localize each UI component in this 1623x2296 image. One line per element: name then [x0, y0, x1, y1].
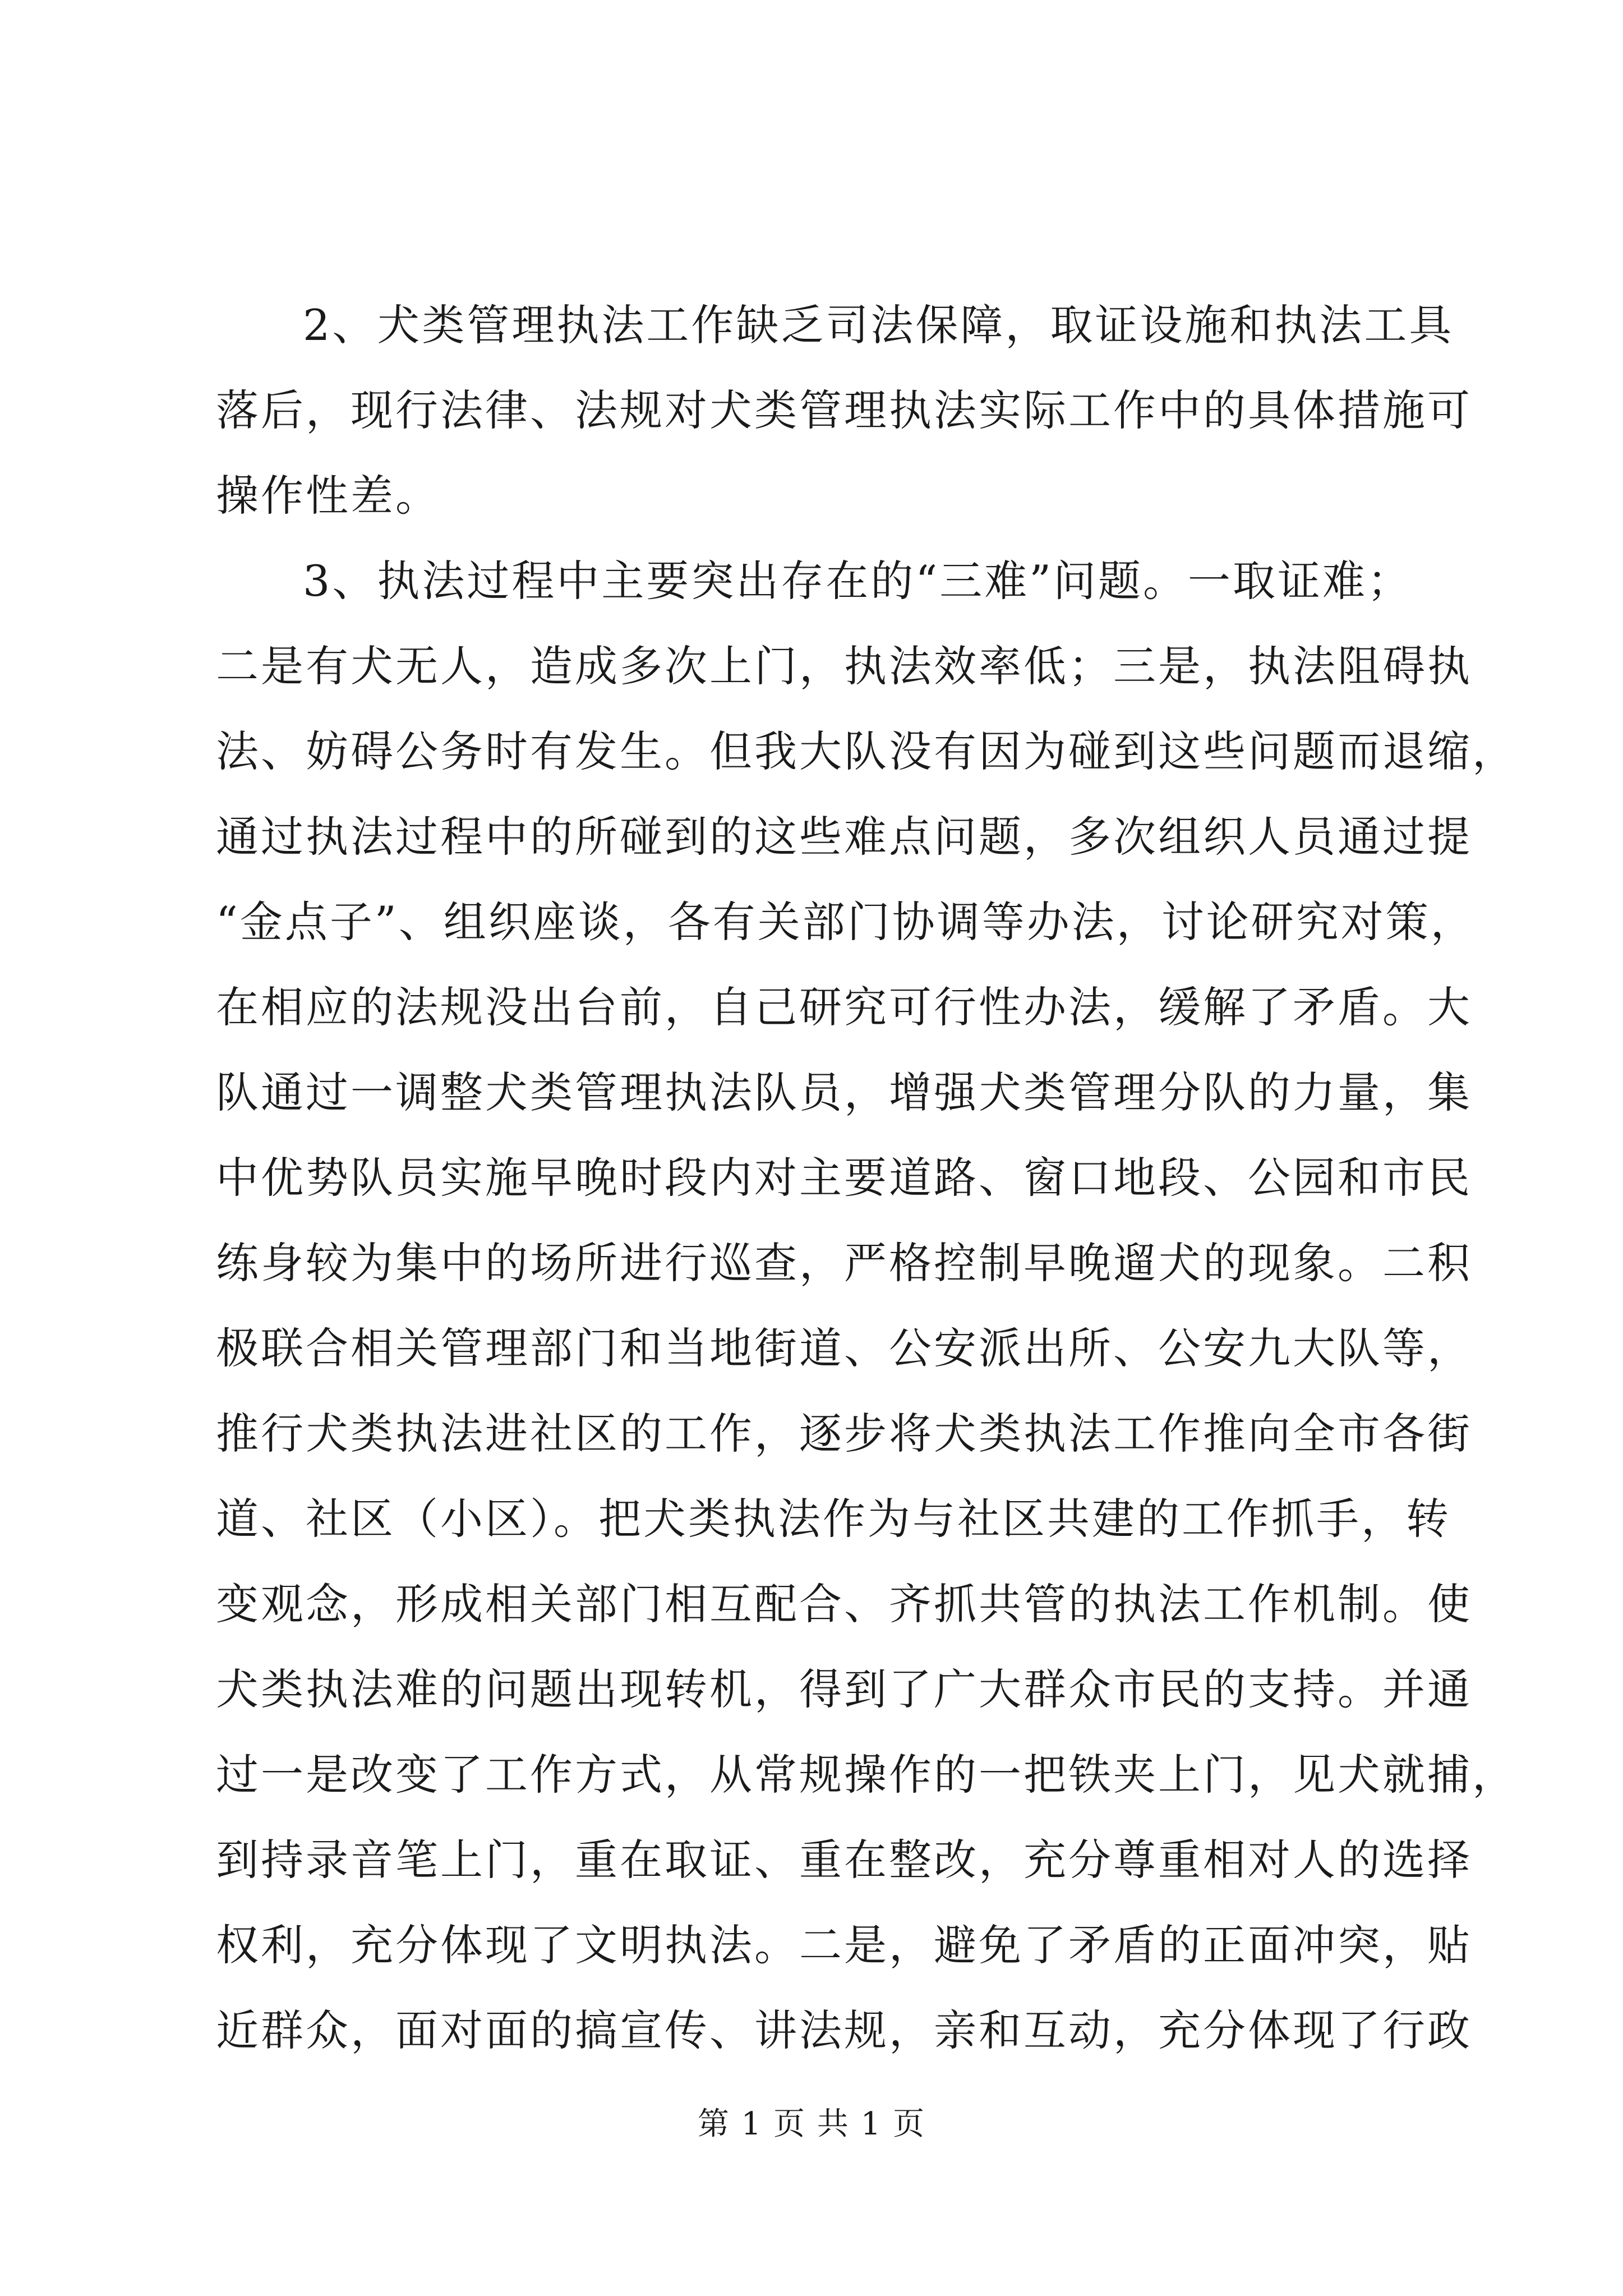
paragraph-3-line-3: 法、妨碍公务时有发生。但我大队没有因为碰到这些问题而退缩，: [216, 726, 1517, 776]
paragraph-3-line-7: 队通过一调整犬类管理执法队员，增强犬类管理分队的力量，集: [216, 1068, 1472, 1117]
paragraph-3-line-1: 3、执法过程中主要突出存在的“三难”问题。一取证难；: [303, 556, 1413, 606]
paragraph-3-line-18: 近群众，面对面的搞宣传、讲法规，亲和互动，充分体现了行政: [216, 2005, 1472, 2055]
paragraph-3-line-13: 变观念，形成相关部门相互配合、齐抓共管的执法工作机制。使: [216, 1579, 1472, 1629]
paragraph-3-line-5: “金点子”、组织座谈，各有关部门协调等办法，讨论研究对策，: [216, 897, 1476, 947]
paragraph-3-line-10: 极联合相关管理部门和当地街道、公安派出所、公安九大队等，: [216, 1323, 1472, 1373]
paragraph-2-line-2: 落后，现行法律、法规对犬类管理执法实际工作中的具体措施可: [216, 385, 1472, 435]
paragraph-3-line-9: 练身较为集中的场所进行巡查，严格控制早晚遛犬的现象。二积: [216, 1238, 1472, 1288]
page-number-footer: 第 1 页 共 1 页: [697, 2106, 926, 2142]
paragraph-2-line-3: 操作性差。: [216, 471, 440, 521]
paragraph-3-line-16: 到持录音笔上门，重在取证、重在整改，充分尊重相对人的选择: [216, 1835, 1472, 1885]
paragraph-3-line-15: 过一是改变了工作方式，从常规操作的一把铁夹上门，见犬就捕，: [216, 1750, 1517, 1800]
paragraph-2-line-1: 2、犬类管理执法工作缺乏司法保障，取证设施和执法工具: [303, 300, 1454, 350]
paragraph-3-line-11: 推行犬类执法进社区的工作，逐步将犬类执法工作推向全市各街: [216, 1409, 1472, 1458]
paragraph-3-line-17: 权利，充分体现了文明执法。二是，避免了矛盾的正面冲突，贴: [216, 1920, 1472, 1970]
paragraph-3-line-4: 通过执法过程中的所碰到的这些难点问题，多次组织人员通过提: [216, 812, 1472, 862]
paragraph-3-line-12: 道、社区（小区）。把犬类执法作为与社区共建的工作抓手，转: [216, 1494, 1451, 1544]
paragraph-3-line-14: 犬类执法难的问题出现转机，得到了广大群众市民的支持。并通: [216, 1664, 1472, 1714]
paragraph-3-line-8: 中优势队员实施早晚时段内对主要道路、窗口地段、公园和市民: [216, 1153, 1472, 1203]
paragraph-3-line-2: 二是有犬无人，造成多次上门，执法效率低；三是，执法阻碍执: [216, 641, 1472, 691]
paragraph-3-line-6: 在相应的法规没出台前，自己研究可行性办法，缓解了矛盾。大: [216, 982, 1472, 1032]
